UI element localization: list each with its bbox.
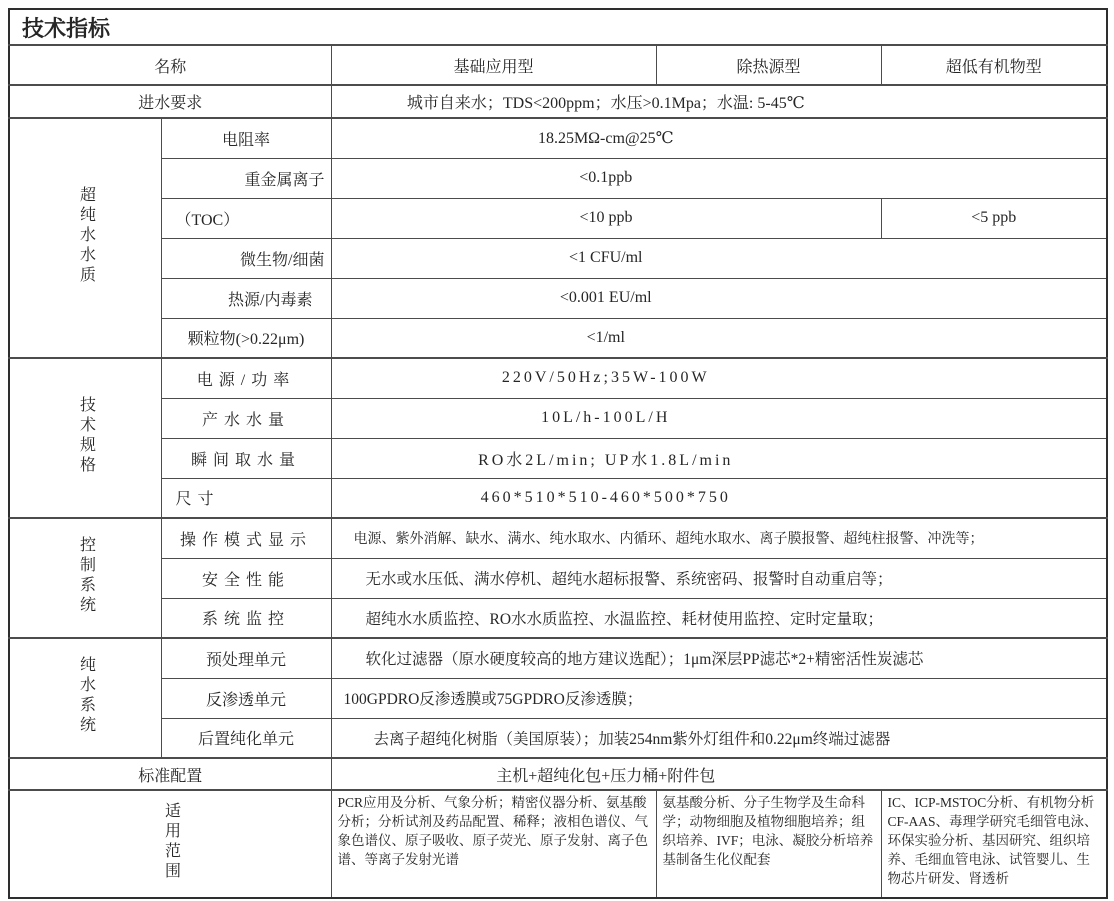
row-label-instant-flow: 瞬间取水量 [161,438,331,478]
row-label-operation-modes: 操作模式显示 [161,518,331,558]
row-value-instant-flow: RO水2L/min; UP水1.8L/min [331,438,1107,478]
model-basic: 基础应用型 [331,45,656,85]
model-pyrogen-free: 除热源型 [656,45,881,85]
page-title: 技术指标 [9,9,1107,45]
row-label-power: 电源/功率 [161,358,331,398]
section-label-control: 控制系统 [9,518,161,638]
section-label-water-quality: 超纯水水质 [9,118,161,358]
spec-table-container [8,8,1106,899]
inlet-value: 城市自来水；TDS<200ppm；水压>0.1Mpa；水温: 5-45℃ [331,85,1107,118]
row-label-ro-unit: 反渗透单元 [161,678,331,718]
row-label-dimensions: 尺寸 [161,478,331,518]
row-label-polishing-unit: 后置纯化单元 [161,718,331,758]
row-label-pretreatment: 预处理单元 [161,638,331,678]
row-value-power: 220V/50Hz;35W-100W [331,358,1107,398]
row-value-toc-ultralow: <5 ppb [881,198,1107,238]
row-value-pretreatment: 软化过滤器（原水硬度较高的地方建议选配）；1μm深层PP滤芯*2+精密活性炭滤芯 [331,638,1107,678]
standard-config-label: 标准配置 [9,758,331,790]
model-ultralow-organic: 超低有机物型 [881,45,1107,85]
row-label-particles: 颗粒物(>0.22μm) [161,318,331,358]
row-label-output: 产水水量 [161,398,331,438]
row-label-pyrogen: 热源/内毒素 [161,278,331,318]
row-label-heavy-metal: 重金属离子 [161,158,331,198]
application-basic-model: PCR应用及分析、气象分析；精密仪器分析、氨基酸分析；分析试剂及药品配置、稀释；液相色谱仪、气象色谱仪、原子吸收、原子荧光、原子发射、离子色谱、等离子发射光谱 [331,790,656,898]
row-value-heavy-metal: <0.1ppb [331,158,1107,198]
row-label-microbe: 微生物/细菌 [161,238,331,278]
row-value-resistivity: 18.25MΩ-cm@25℃ [331,118,1107,158]
inlet-label: 进水要求 [9,85,331,118]
row-label-toc: （TOC） [161,198,331,238]
section-label-pure-water: 纯水系统 [9,638,161,758]
spec-table [8,8,1108,899]
row-value-output: 10L/h-100L/H [331,398,1107,438]
row-label-safety: 安全性能 [161,558,331,598]
row-value-ro-unit: 100GPDRO反渗透膜或75GPDRO反渗透膜； [331,678,1107,718]
row-value-particles: <1/ml [331,318,1107,358]
application-ultralow-organic-model: IC、ICP-MSTOC分析、有机物分析CF-AAS、毒理学研究毛细管电泳、环保实验分析、基因研究、组织培养、毛细血管电泳、试管婴儿、生物芯片研发、肾透析 [881,790,1107,898]
row-value-operation-modes: 电源、紫外消解、缺水、满水、纯水取水、内循环、超纯水取水、离子膜报警、超纯柱报警、冲洗等； [331,518,1107,558]
row-value-monitoring: 超纯水水质监控、RO水水质监控、水温监控、耗材使用监控、定时定量取； [331,598,1107,638]
application-pyrogen-free-model: 氨基酸分析、分子生物学及生命科学；动物细胞及植物细胞培养；组织培养、IVF；电泳、凝胶分析培养基制备生化仪配套 [656,790,881,898]
section-label-tech-spec: 技术规格 [9,358,161,518]
row-value-microbe: <1 CFU/ml [331,238,1107,278]
standard-config-value: 主机+超纯化包+压力桶+附件包 [331,758,1107,790]
section-label-application: 适用范围 [9,790,331,898]
row-label-resistivity: 电阻率 [161,118,331,158]
row-value-dimensions: 460*510*510-460*500*750 [331,478,1107,518]
row-value-toc-basic: <10 ppb [331,198,881,238]
row-label-monitoring: 系统监控 [161,598,331,638]
row-value-safety: 无水或水压低、满水停机、超纯水超标报警、系统密码、报警时自动重启等； [331,558,1107,598]
row-value-pyrogen: <0.001 EU/ml [331,278,1107,318]
header-name-label: 名称 [9,45,331,85]
row-value-polishing-unit: 去离子超纯化树脂（美国原装）；加装254nm紫外灯组件和0.22μm终端过滤器 [331,718,1107,758]
